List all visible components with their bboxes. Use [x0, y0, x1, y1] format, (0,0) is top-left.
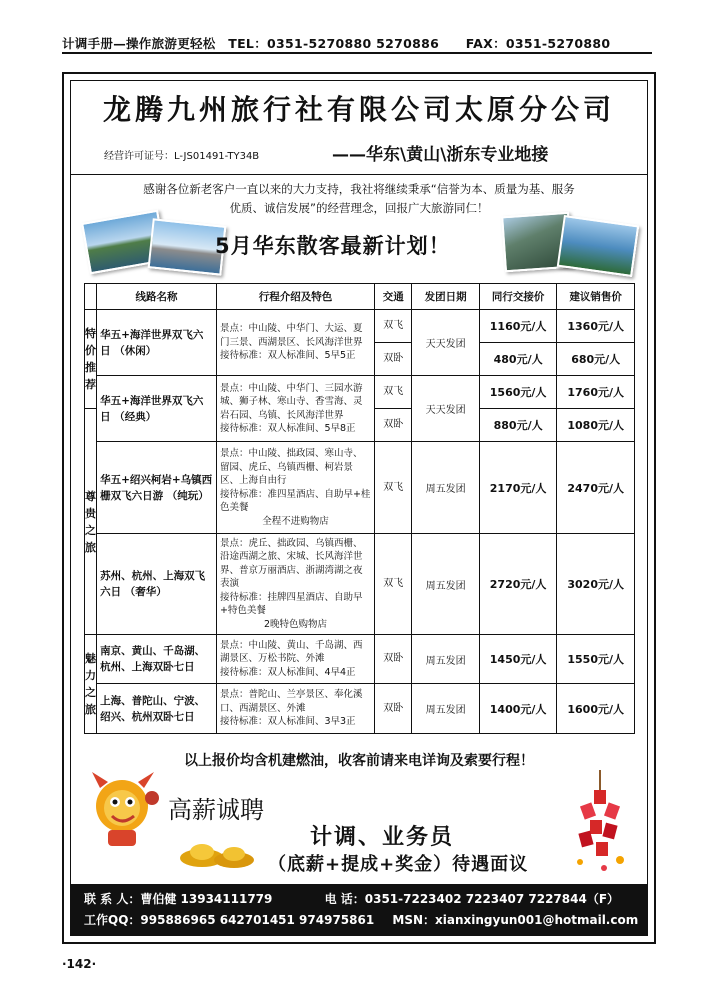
- route-desc: 景点：中山陵、中华门、三园水游城、狮子林、寒山寺、香雪海、灵岩石园、乌镇、长风海洋世界 接待标准：双人标准间、5早8正: [216, 376, 374, 442]
- contact-qq: 工作QQ：995886965 642701451 974975861: [84, 913, 375, 927]
- routes-table: [84, 283, 635, 734]
- route-desc: 景点：虎丘、拙政园、乌镇西栅、沿途西湖之旅、宋城、长风海洋世界、普京万丽酒店、浙湖湾湖之夜表演 接待标准：挂牌四星酒店、自助早+特色美餐 2晚特色购物店: [216, 534, 374, 635]
- table-row: [85, 684, 635, 734]
- trade-price: 1160元/人: [479, 310, 557, 343]
- scenic-photo-lake: [557, 215, 639, 277]
- divider: [70, 174, 648, 175]
- route-name: 华五+海洋世界双飞六日 （经典）: [97, 376, 217, 442]
- dragon-mascot-icon: [82, 768, 162, 850]
- departure: 周五发团: [412, 635, 479, 684]
- category-charm: 魅力之旅: [85, 635, 97, 734]
- trade-price: 2720元/人: [479, 534, 557, 635]
- header-tel: TEL：0351-5270880 5270886: [228, 36, 440, 51]
- retail-price: 1760元/人: [557, 376, 635, 409]
- header-fax: FAX：0351-5270880: [465, 36, 611, 51]
- category-premium: 尊贵之旅: [85, 409, 97, 635]
- col-departure: 发团日期: [412, 284, 479, 310]
- route-name: 华五+海洋世界双飞六日 （休闲）: [97, 310, 217, 376]
- route-desc: 景点：普陀山、兰亭景区、奉化溪口、西湖景区、外滩 接待标准：双人标准间、3早3正: [216, 684, 374, 734]
- departure: 天天发团: [412, 376, 479, 442]
- contact-row-2: [84, 911, 638, 928]
- table-row: [85, 376, 635, 409]
- transport: 双飞: [375, 534, 412, 635]
- contact-phone: 电 话：0351-7223402 7223407 7227844（F）: [324, 892, 620, 906]
- hiring-roles: 计调、业务员: [310, 825, 455, 850]
- contact-row-1: [84, 890, 619, 907]
- departure: 天天发团: [412, 310, 479, 376]
- page-number: ·142·: [62, 957, 97, 971]
- transport: 双飞: [375, 310, 412, 343]
- contact-person: 联 系 人：曹伯健 13934111779: [84, 892, 273, 906]
- table-row: [85, 635, 635, 684]
- col-route-name: 线路名称: [97, 284, 217, 310]
- trade-price: 2170元/人: [479, 442, 557, 534]
- intro-line-1: 感谢各位新老客户一直以来的大力支持，我社将继续秉承“信誉为本、质量为基、服务: [143, 182, 575, 196]
- retail-price: 1600元/人: [557, 684, 635, 734]
- col-trade-price: 同行交接价: [479, 284, 557, 310]
- col-retail-price: 建议销售价: [557, 284, 635, 310]
- contact-bar: [70, 884, 648, 936]
- transport: 双卧: [375, 343, 412, 376]
- company-name: 龙腾九州旅行社有限公司太原分公司: [102, 93, 615, 126]
- top-header: [62, 34, 652, 54]
- trade-price: 480元/人: [479, 343, 557, 376]
- headline: 5月华东散客最新计划！: [215, 234, 451, 258]
- header-tagline: 计调手册—操作旅游更轻松: [62, 36, 216, 51]
- route-name: 苏州、杭州、上海双飞六日 （奢华）: [97, 534, 217, 635]
- departure: 周五发团: [412, 442, 479, 534]
- route-desc: 景点：中山陵、拙政园、寒山寺、留园、虎丘、乌镇西栅、柯岩景区、上海自由行 接待标准：准四星酒店、自助早+桂色美餐 全程不进购物店: [216, 442, 374, 534]
- table-row: [85, 442, 635, 534]
- transport: 双飞: [375, 376, 412, 409]
- hiring-pay: （底薪+提成+奖金）待遇面议: [268, 854, 529, 875]
- trade-price: 880元/人: [479, 409, 557, 442]
- departure: 周五发团: [412, 534, 479, 635]
- company-slogan: ——华东\黄山\浙东专业地接: [332, 145, 549, 165]
- table-row: [85, 534, 635, 635]
- retail-price: 1550元/人: [557, 635, 635, 684]
- firecracker-icon: [560, 770, 640, 875]
- price-notice: 以上报价均含机建燃油，收客前请来电详询及索要行程！: [184, 753, 534, 769]
- trade-price: 1450元/人: [479, 635, 557, 684]
- contact-msn: MSN：xianxingyun001@hotmail.com: [392, 913, 639, 927]
- route-desc: 景点：中山陵、黄山、千岛湖、西湖景区、万松书院、外滩 接待标准：双人标准间、4早4正: [216, 635, 374, 684]
- retail-price: 1080元/人: [557, 409, 635, 442]
- retail-price: 3020元/人: [557, 534, 635, 635]
- trade-price: 1400元/人: [479, 684, 557, 734]
- transport: 双飞: [375, 442, 412, 534]
- route-name: 上海、普陀山、宁波、绍兴、杭州双卧七日: [97, 684, 217, 734]
- gold-ingot-icon: [178, 830, 258, 870]
- intro-line-2: 优质、诚信发展”的经营理念，回报广大旅游同仁！: [229, 201, 489, 215]
- route-name: 南京、黄山、千岛湖、杭州、上海双卧七日: [97, 635, 217, 684]
- retail-price: 1360元/人: [557, 310, 635, 343]
- category-special: 特价推荐: [85, 310, 97, 409]
- retail-price: 2470元/人: [557, 442, 635, 534]
- route-desc: 景点：中山陵、中华门、大运、夏门三景、西湖景区、长风海洋世界 接待标准：双人标准间、5早5正: [216, 310, 374, 376]
- col-itinerary: 行程介绍及特色: [216, 284, 374, 310]
- col-transport: 交通: [375, 284, 412, 310]
- retail-price: 680元/人: [557, 343, 635, 376]
- hiring-title: 高薪诚聘: [168, 796, 264, 824]
- intro-text: [104, 180, 614, 218]
- transport: 双卧: [375, 635, 412, 684]
- license-number: 经营许可证号：L-JS01491-TY34B: [104, 151, 260, 162]
- trade-price: 1560元/人: [479, 376, 557, 409]
- route-name: 华五+绍兴柯岩+乌镇西栅双飞六日游 （纯玩）: [97, 442, 217, 534]
- table-row: [85, 310, 635, 343]
- departure: 周五发团: [412, 684, 479, 734]
- table-header-row: [85, 284, 635, 310]
- transport: 双卧: [375, 409, 412, 442]
- transport: 双卧: [375, 684, 412, 734]
